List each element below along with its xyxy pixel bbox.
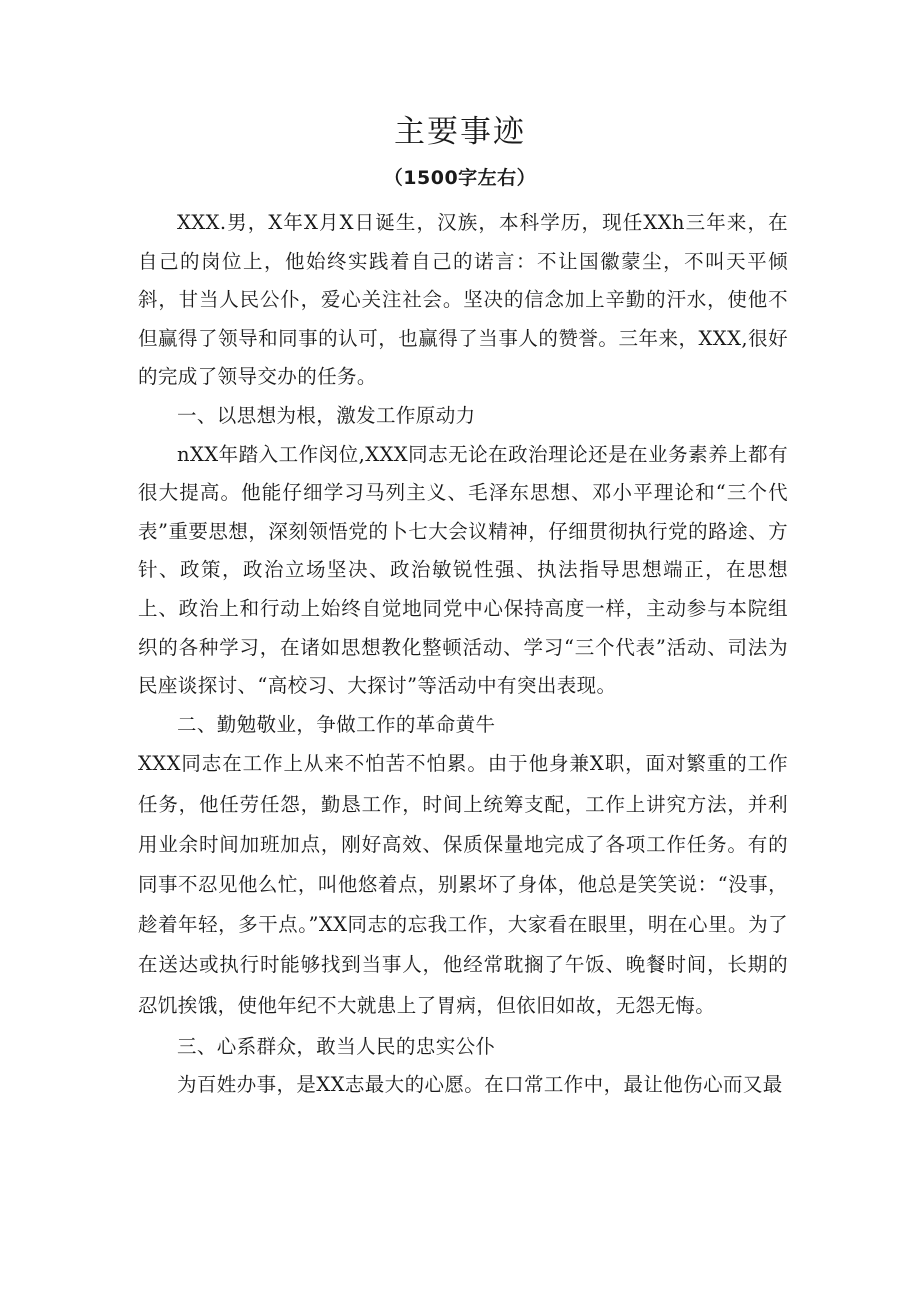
paragraph-section-1: nXX年踏入工作闵位,XXX同志无论在政治理论还是在业务素养上都有很大提高。他能仔细学习马列主义、毛泽东思想、邓小平理论和“三个代表”重要思想，深刻领悟党的卜七大会议精神，仔细贯彻执行党的路途、方针、政策，政治立场坚决、政治敏锐性强、执法指导思想端正，在思想上、政治上和行动上始终自觉地同党中心保持高度一样，主动参与本院组织的各种学习，在诸如思想教化整顿活动、学习“三个代表”活动、司法为民座谈探讨、“高校习、大探讨”等活动中有突出表现。 xyxy=(138,442,788,698)
section-heading-3: 三、心系群众，敢当人民的忠实公仆 xyxy=(177,1034,496,1058)
paragraph-section-2: XXX同志在工作上从来不怕苦不怕累。由于他身兼X职，面对繁重的工作任务，他任劳任怨，勤恳工作，时间上统筹支配，工作上讲究方法，并利用业余时间加班加点，刚好高效、保质保量地完成了各项工作任务。有的同事不忍见他么忙，叫他悠着点，别累坏了身体，他总是笑笑说：“没事，趁着年轻，多干点。”XX同志的忘我工作，大家看在眼里，明在心里。为了在送达或执行时能够找到当事人，他经常耽搁了午饭、晚餐时间，长期的忍饥挨饿，使他年纪不大就患上了胃病，但依旧如故，无怨无悔。 xyxy=(138,752,788,1017)
section-heading-2: 二、勤勉敬业，争做工作的革命黄牛 xyxy=(177,712,496,736)
paragraph-section-3: 为百姓办事，是XX志最大的心愿。在口常工作中，最让他伤心而又最 xyxy=(177,1073,783,1097)
document-title: 主要事迹 xyxy=(394,114,526,150)
paragraph-intro: XXX.男，X年X月X日诞生，汉族，本科学历，现任XXh三年来，在自己的岗位上，他始终实践着自己的诺言：不让国徽蒙尘，不叫天平倾斜，甘当人民公仆，爱心关注社会。坚决的信念加上辛勤的汗水，使他不但赢得了领导和同事的认可，也赢得了当事人的赞誉。三年来，XXX,很好的完成了领导交办的任务。 xyxy=(138,211,788,389)
section-heading-1: 一、以思想为根，激发工作原动力 xyxy=(177,403,476,427)
document-subtitle: （1500字左右） xyxy=(383,167,537,189)
document-body xyxy=(138,204,788,1105)
